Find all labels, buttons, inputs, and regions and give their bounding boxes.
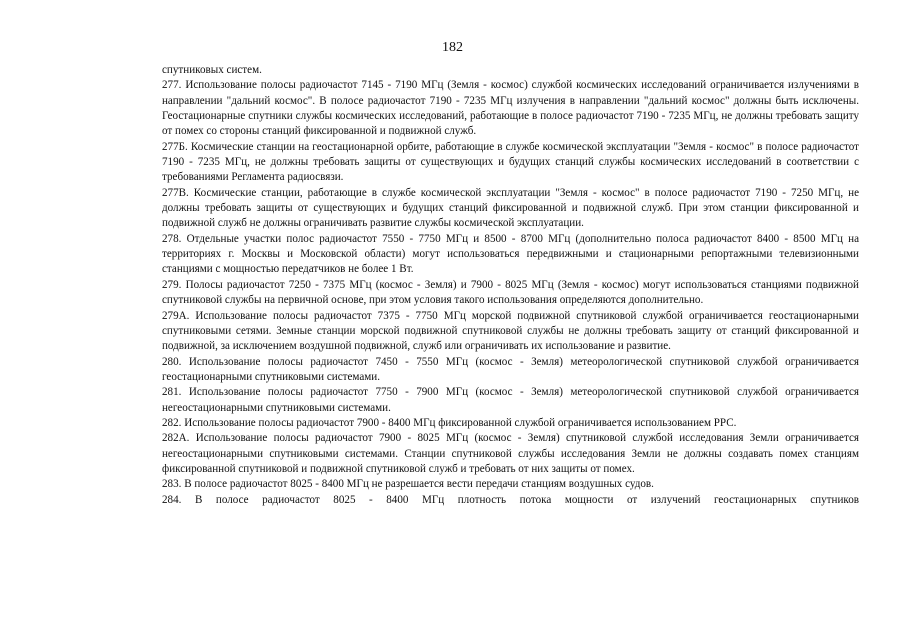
paragraph-279: 279. Полосы радиочастот 7250 - 7375 МГц (космос - Земля) и 7900 - 8025 МГц (Земля - космос) могут использоваться станциями подвижной спутниковой службы на первичной основе, при этом условия такого использования определяются дополнительно. [162,278,859,307]
paragraph-281: 281. Использование полосы радиочастот 7750 - 7900 МГц (космос - Земля) метеорологической спутниковой службой ограничивается негеостационарными спутниковыми системами. [162,386,859,414]
paragraph-282: 282. Использование полосы радиочастот 7900 - 8400 МГц фиксированной службой ограничивается использованием РРС. [162,416,737,429]
page-number: 182 [442,40,463,55]
paragraph-282a: 282А. Использование полосы радиочастот 7900 - 8025 МГц (космос - Земля) спутниковой службой исследования Земли ограничивается негеостационарными спутниковыми системами. Станции спутниковой службы исследования Земли не должны создавать помех станциям фиксированной спутниковой и подвижной спутниковой служб и требовать от них защиты от помех. [162,432,859,475]
document-body [162,63,859,508]
paragraph-277v: 277В. Космические станции, работающие в службе космической эксплуатации "Земля - космос" в полосе радиочастот 7190 - 7250 МГц, не должны требовать защиты от существующих и будущих станций фиксированной и подвижной служб. При этом станции фиксированной и подвижной служб не должны ограничивать развитие службы космической эксплуатации. [162,186,859,230]
paragraph-284: 284. В полосе радиочастот 8025 - 8400 МГц плотность потока мощности от излучений геостационарных спутников [162,493,859,506]
paragraph-278: 278. Отдельные участки полос радиочастот 7550 - 7750 МГц и 8500 - 8700 МГц (дополнительно полоса радиочастот 8400 - 8500 МГц на территориях г. Москвы и Московской области) могут использоваться передвижными и стационарными репортажными телевизионными станциями с мощностью передатчиков не более 1 Вт. [162,232,859,276]
paragraph-277b: 277Б. Космические станции на геостационарной орбите, работающие в службе космической эксплуатации "Земля - космос" в полосе радиочастот 7190 - 7235 МГц, не должны требовать защиты от существующих и будущих станций службы космических исследований в соответствии с требованиями Регламента радиосвязи. [162,140,859,184]
paragraph-280: 280. Использование полосы радиочастот 7450 - 7550 МГц (космос - Земля) метеорологической спутниковой службой ограничивается геостационарными спутниковыми системами. [162,355,859,383]
paragraph-283: 283. В полосе радиочастот 8025 - 8400 МГц не разрешается вести передачи станциям воздушных судов. [162,478,654,491]
paragraph-continuation: спутниковых систем. [162,64,262,76]
paragraph-279a: 279А. Использование полосы радиочастот 7375 - 7750 МГц морской подвижной спутниковой службой ограничивается геостационарными спутниковыми сетями. Земные станции морской подвижной спутниковой службы не должны требовать защиту от станций фиксированной и подвижной, за исключением воздушной подвижной, служб или ограничивать их использование и развитие. [162,309,859,353]
paragraph-277: 277. Использование полосы радиочастот 7145 - 7190 МГц (Земля - космос) службой космических исследований ограничивается излучениями в направлении "дальний космос". В полосе радиочастот 7190 - 7235 МГц излучения в направлении "дальний космос" должны быть исключены. Геостационарные спутники службы космических исследований, работающие в полосе радиочастот 7190 - 7235 МГц, не должны требовать защиту от помех со стороны станций фиксированной и подвижной служб. [162,79,859,138]
